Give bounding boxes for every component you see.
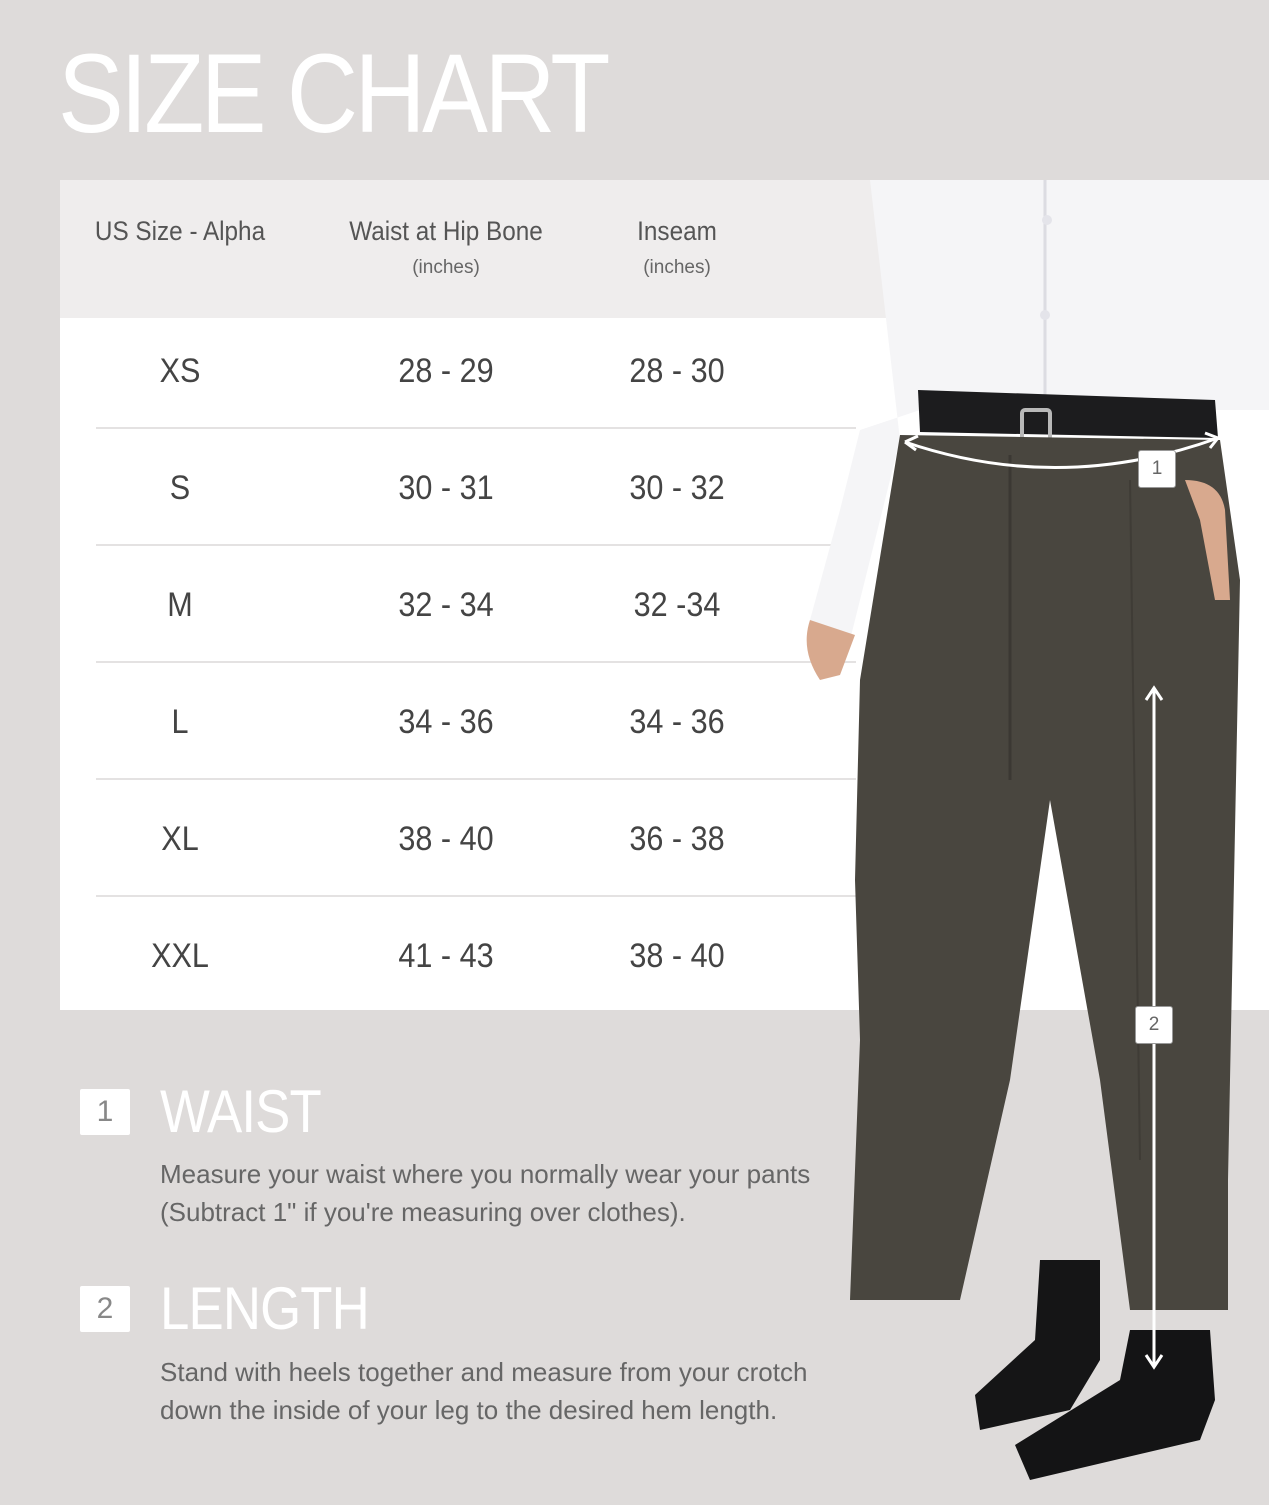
row-xl-waist: 38 - 40	[398, 820, 494, 858]
section-waist-line1: Measure your waist where you normally wear your pants	[160, 1159, 811, 1189]
row-l-waist: 34 - 36	[398, 703, 494, 741]
row-m-size: M	[167, 586, 193, 624]
row-xl-size: XL	[161, 820, 199, 858]
row-xs-waist: 28 - 29	[398, 352, 494, 390]
row-xxl-waist: 41 - 43	[398, 937, 494, 975]
row-xs-inseam: 28 - 30	[629, 352, 725, 390]
row-xxl-inseam: 38 - 40	[629, 937, 725, 975]
row-s-size: S	[169, 469, 191, 507]
page-title: SIZE CHART	[58, 31, 607, 156]
section-length-text	[160, 1353, 880, 1429]
trousers	[850, 435, 1240, 1310]
row-divider	[96, 661, 856, 663]
header-waist-unit: (inches)	[412, 257, 480, 278]
header-size	[80, 216, 280, 247]
section-length-title: LENGTH	[160, 1275, 369, 1342]
row-divider	[96, 778, 856, 780]
row-divider	[96, 544, 856, 546]
shirt-button	[1042, 215, 1052, 225]
section-length-line2: down the inside of your leg to the desired hem length.	[160, 1395, 778, 1425]
section-length-number: 2	[80, 1286, 130, 1332]
shirt-button	[1040, 310, 1050, 320]
header-waist	[296, 216, 596, 279]
row-xs-size: XS	[159, 352, 201, 390]
model-figure	[800, 180, 1269, 1500]
row-xxl-size: XXL	[151, 937, 209, 975]
section-length-line1: Stand with heels together and measure from your crotch	[160, 1357, 808, 1387]
marker-length: 2	[1135, 1006, 1173, 1044]
row-divider	[96, 427, 856, 429]
row-l-inseam: 34 - 36	[629, 703, 725, 741]
header-inseam-unit: (inches)	[643, 257, 711, 278]
header-inseam-label: Inseam	[637, 216, 717, 246]
row-l-size: L	[171, 703, 189, 741]
row-m-inseam: 32 -34	[633, 586, 721, 624]
header-size-label: US Size - Alpha	[94, 216, 266, 246]
row-xl-inseam: 36 - 38	[629, 820, 725, 858]
row-m-waist: 32 - 34	[398, 586, 494, 624]
row-s-waist: 30 - 31	[398, 469, 494, 507]
section-waist-text	[160, 1155, 880, 1231]
section-waist-line2: (Subtract 1" if you're measuring over clothes).	[160, 1197, 686, 1227]
row-divider	[96, 895, 856, 897]
section-waist-title: WAIST	[160, 1078, 321, 1145]
header-waist-label: Waist at Hip Bone	[349, 216, 543, 246]
model-illustration	[800, 180, 1269, 1500]
header-inseam	[577, 216, 777, 279]
marker-waist: 1	[1138, 450, 1176, 488]
section-waist-number: 1	[80, 1089, 130, 1135]
row-s-inseam: 30 - 32	[629, 469, 725, 507]
